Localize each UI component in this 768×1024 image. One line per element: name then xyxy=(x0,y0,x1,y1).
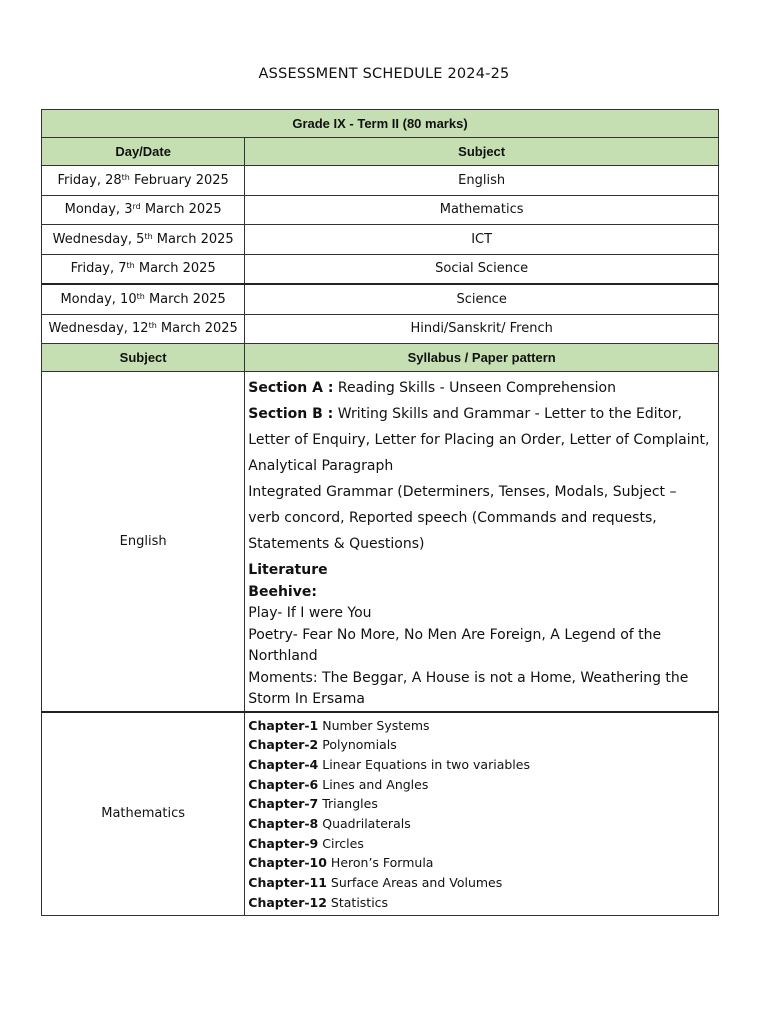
assessment-schedule-table xyxy=(41,109,719,916)
schedule-row xyxy=(42,314,719,344)
exam-date: Wednesday, 12th March 2025 xyxy=(42,314,245,344)
mathematics-subject-name: Mathematics xyxy=(42,712,245,916)
mathematics-syllabus-row xyxy=(42,712,719,916)
schedule-header-row xyxy=(42,138,719,166)
chapter-item: Chapter-4 Linear Equations in two variables xyxy=(248,756,530,772)
integrated-grammar: Integrated Grammar (Determiners, Tenses, Modals, Subject – verb concord, Reported speech (Commands and requests, Statements & Questions) xyxy=(248,484,677,552)
chapter-item: Chapter-7 Triangles xyxy=(248,796,378,812)
chapter-item: Chapter-8 Quadrilaterals xyxy=(248,816,411,832)
chapter-item: Chapter-2 Polynomials xyxy=(248,737,397,753)
grade-header: Grade IX - Term II (80 marks) xyxy=(42,110,719,138)
literature-heading: Literature xyxy=(248,562,328,578)
chapter-item: Chapter-10 Heron’s Formula xyxy=(248,855,434,871)
play-item: Play- If I were You xyxy=(248,605,372,621)
exam-date: Monday, 10th March 2025 xyxy=(42,284,245,314)
syllabus-subject-header: Subject xyxy=(42,344,245,372)
section-a: Section A : Reading Skills - Unseen Comprehension xyxy=(248,380,616,396)
exam-date: Monday, 3rd March 2025 xyxy=(42,195,245,225)
day-date-header: Day/Date xyxy=(42,138,245,166)
schedule-row xyxy=(42,284,719,314)
chapter-item: Chapter-12 Statistics xyxy=(248,894,389,910)
english-subject-name: English xyxy=(42,372,245,712)
subject-header: Subject xyxy=(245,138,719,166)
section-b: Section B : Writing Skills and Grammar - Letter to the Editor, Letter of Enquiry, Letter for Placing an Order, Letter of Complaint, Analytical Paragraph xyxy=(248,406,710,474)
exam-date: Friday, 28th February 2025 xyxy=(42,166,245,196)
exam-subject: Social Science xyxy=(245,254,719,284)
chapter-item: Chapter-1 Number Systems xyxy=(248,717,430,733)
schedule-row xyxy=(42,166,719,196)
chapter-item: Chapter-11 Surface Areas and Volumes xyxy=(248,875,503,891)
grade-header-row xyxy=(42,110,719,138)
schedule-row xyxy=(42,195,719,225)
english-syllabus-row xyxy=(42,372,719,712)
exam-subject: ICT xyxy=(245,225,719,255)
exam-date: Wednesday, 5th March 2025 xyxy=(42,225,245,255)
schedule-row xyxy=(42,254,719,284)
english-syllabus xyxy=(245,372,719,712)
poetry-item: Poetry- Fear No More, No Men Are Foreign, A Legend of the Northland xyxy=(248,626,662,664)
beehive-heading: Beehive: xyxy=(248,583,317,600)
exam-subject: Hindi/Sanskrit/ French xyxy=(245,314,719,344)
exam-subject: English xyxy=(245,166,719,196)
exam-subject: Mathematics xyxy=(245,195,719,225)
syllabus-pattern-header: Syllabus / Paper pattern xyxy=(245,344,719,372)
moments-item: Moments: The Beggar, A House is not a Home, Weathering the Storm In Ersama xyxy=(248,669,689,707)
chapter-item: Chapter-9 Circles xyxy=(248,835,364,851)
exam-date: Friday, 7th March 2025 xyxy=(42,254,245,284)
mathematics-syllabus xyxy=(245,712,719,916)
exam-subject: Science xyxy=(245,284,719,314)
chapter-item: Chapter-6 Lines and Angles xyxy=(248,776,429,792)
schedule-row xyxy=(42,225,719,255)
syllabus-header-row xyxy=(42,344,719,372)
page-title: ASSESSMENT SCHEDULE 2024-25 xyxy=(258,66,510,82)
